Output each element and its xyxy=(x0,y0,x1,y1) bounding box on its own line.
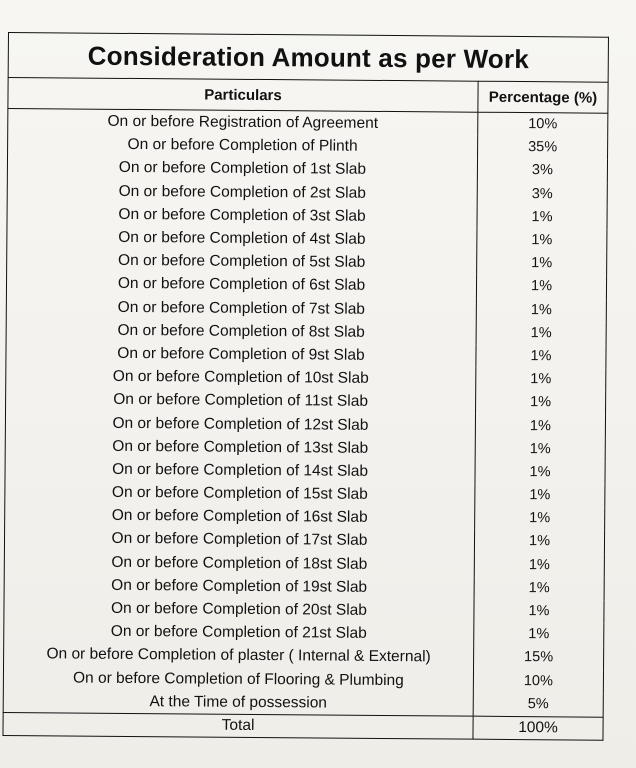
particular-cell: On or before Completion of 16st Slab xyxy=(5,503,475,530)
particular-cell: On or before Completion of 7st Slab xyxy=(6,294,476,321)
percentage-cell: 10% xyxy=(473,669,603,693)
table-title: Consideration Amount as per Work xyxy=(8,33,608,83)
particular-cell: On or before Completion of 12st Slab xyxy=(5,410,475,437)
particular-cell: On or before Completion of 8st Slab xyxy=(6,318,476,345)
percentage-cell: 1% xyxy=(475,507,605,531)
percentage-cell: 1% xyxy=(477,205,607,229)
particular-cell: On or before Completion of 11st Slab xyxy=(6,387,476,414)
schedule-rows xyxy=(3,109,608,718)
percentage-cell: 35% xyxy=(478,136,608,160)
percentage-cell: 1% xyxy=(476,345,606,369)
percentage-cell: 1% xyxy=(476,391,606,415)
particular-cell: On or before Completion of 6st Slab xyxy=(6,271,476,298)
particular-cell: On or before Completion of 3st Slab xyxy=(7,202,477,229)
particular-cell: On or before Completion of plaster ( Internal & External) xyxy=(4,642,474,669)
particular-cell: On or before Completion of Flooring & Plumbing xyxy=(3,665,473,692)
particular-cell: On or before Completion of 17st Slab xyxy=(4,526,474,553)
particular-cell: On or before Completion of 20st Slab xyxy=(4,596,474,623)
particular-cell: On or before Completion of 21st Slab xyxy=(4,619,474,646)
particular-cell: On or before Completion of Plinth xyxy=(8,132,478,159)
percentage-cell: 3% xyxy=(477,182,607,206)
particular-cell: On or before Registration of Agreement xyxy=(8,109,478,136)
particular-cell: On or before Completion of 13st Slab xyxy=(5,434,475,461)
table-row xyxy=(3,665,603,693)
particular-cell: On or before Completion of 2st Slab xyxy=(7,179,477,206)
total-row xyxy=(3,712,603,740)
particular-cell: On or before Completion of 1st Slab xyxy=(7,155,477,182)
percentage-cell: 1% xyxy=(475,460,605,484)
percentage-cell: 1% xyxy=(475,484,605,508)
percentage-cell: 1% xyxy=(474,623,604,647)
total-label: Total xyxy=(3,712,473,739)
particular-cell: On or before Completion of 9st Slab xyxy=(6,341,476,368)
percentage-cell: 1% xyxy=(477,229,607,253)
percentage-cell: 1% xyxy=(477,252,607,276)
percentage-cell: 1% xyxy=(474,530,604,554)
percentage-cell: 1% xyxy=(474,600,604,624)
payment-schedule-document xyxy=(2,32,608,741)
percentage-header: Percentage (%) xyxy=(478,81,608,113)
particular-cell: On or before Completion of 10st Slab xyxy=(6,364,476,391)
percentage-cell: 1% xyxy=(475,414,605,438)
percentage-cell: 3% xyxy=(477,159,607,183)
percentage-cell: 1% xyxy=(476,368,606,392)
percentage-cell: 1% xyxy=(475,437,605,461)
total-percentage: 100% xyxy=(473,716,603,740)
particular-cell: On or before Completion of 15st Slab xyxy=(5,480,475,507)
particular-cell: On or before Completion of 14st Slab xyxy=(5,457,475,484)
percentage-cell: 1% xyxy=(476,298,606,322)
particular-cell: On or before Completion of 5st Slab xyxy=(7,248,477,275)
particular-cell: On or before Completion of 18st Slab xyxy=(4,550,474,577)
particular-cell: On or before Completion of 19st Slab xyxy=(4,573,474,600)
particulars-header: Particulars xyxy=(8,78,478,113)
percentage-cell: 5% xyxy=(473,692,603,717)
consideration-table xyxy=(2,32,609,741)
percentage-cell: 15% xyxy=(474,646,604,670)
percentage-cell: 1% xyxy=(474,553,604,577)
particular-cell: At the Time of possession xyxy=(3,689,473,716)
percentage-cell: 1% xyxy=(476,321,606,345)
percentage-cell: 1% xyxy=(476,275,606,299)
particular-cell: On or before Completion of 4st Slab xyxy=(7,225,477,252)
percentage-cell: 1% xyxy=(474,576,604,600)
percentage-cell: 10% xyxy=(478,112,608,137)
